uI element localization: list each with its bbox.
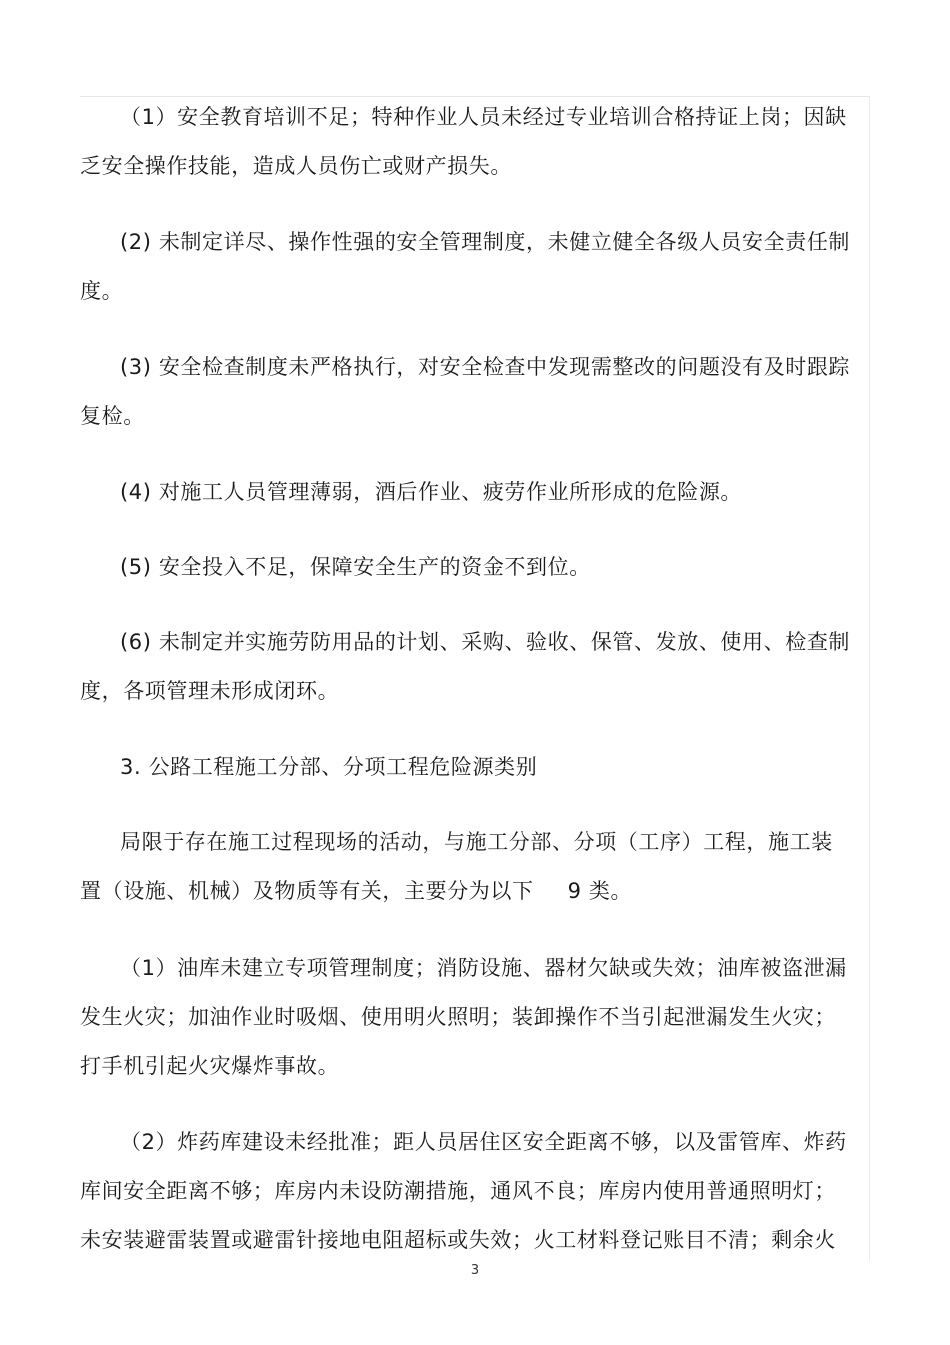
paragraph-5-line-1: (5) 安全投入不足，保障安全生产的资金不到位。 [120,555,591,579]
item-oil-depot-line-2: 发生火灾；加油作业时吸烟、使用明火照明；装卸操作不当引起泄漏发生火灾； [80,1005,836,1029]
item-oil-depot-line-3: 打手机引起火灾爆炸事故。 [80,1054,340,1078]
page-frame-right-border [869,96,870,1261]
paragraph-6-line-2: 度，各项管理未形成闭环。 [80,679,340,703]
paragraph-2-line-1: (2) 未制定详尽、操作性强的安全管理制度，未健立健全各级人员安全责任制 [120,230,851,254]
paragraph-intro-line-2 [80,877,632,905]
paragraph-3-line-1: (3) 安全检查制度未严格执行，对安全检查中发现需整改的问题没有及时跟踪 [120,355,851,379]
page-number: 3 [470,1263,480,1278]
paragraph-1-line-1: （1）安全教育培训不足；特种作业人员未经过专业培训合格持证上岗；因缺 [120,105,847,129]
item-explosives-depot-line-1: （2）炸药库建设未经批准；距人员居住区安全距离不够，以及雷管库、炸药 [120,1130,847,1154]
item-explosives-depot-line-3: 未安装避雷装置或避雷针接地电阻超标或失效；火工材料登记账目不清；剩余火 [80,1228,836,1252]
page-frame-top-border [80,96,870,97]
item-explosives-depot-line-2: 库间安全距离不够；库房内未设防潮措施，通风不良；库房内使用普通照明灯； [80,1179,836,1203]
paragraph-intro-line-2-text: 置（设施、机械）及物质等有关，主要分为以下 [80,879,534,903]
paragraph-4-line-1: (4) 对施工人员管理薄弱，酒后作业、疲劳作业所形成的危险源。 [120,480,743,504]
paragraph-3-line-2: 复检。 [80,404,145,428]
paragraph-intro-line-2-count: 9 类。 [567,879,633,903]
paragraph-1-line-2: 乏安全操作技能，造成人员伤亡或财产损失。 [80,154,512,178]
paragraph-6-line-1: (6) 未制定并实施劳防用品的计划、采购、验收、保管、发放、使用、检查制 [120,630,851,654]
section-heading-3: 3. 公路工程施工分部、分项工程危险源类别 [120,755,538,779]
item-oil-depot-line-1: （1）油库未建立专项管理制度；消防设施、器材欠缺或失效；油库被盗泄漏 [120,956,847,980]
paragraph-2-line-2: 度。 [80,279,124,303]
paragraph-intro-line-1: 局限于存在施工过程现场的活动，与施工分部、分项（工序）工程，施工装 [120,830,833,854]
